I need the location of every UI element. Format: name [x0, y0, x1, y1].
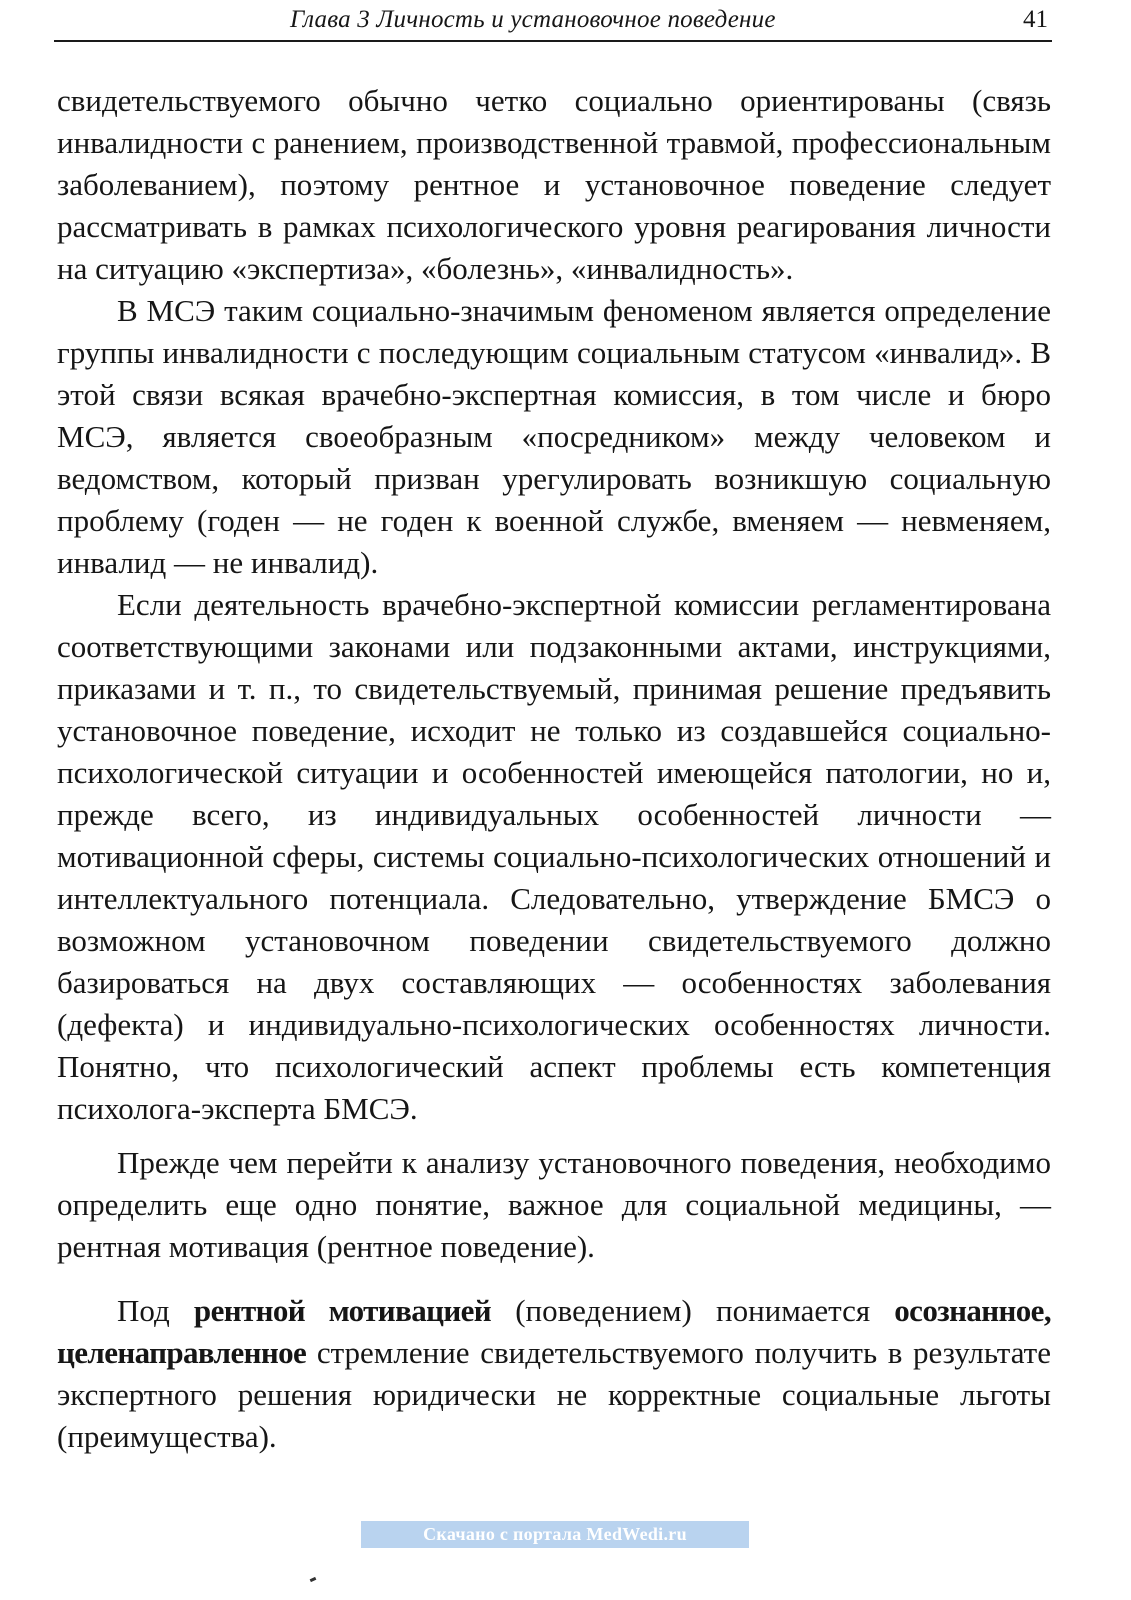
definition-paragraph [57, 1290, 1051, 1458]
scan-speck [310, 1577, 317, 1582]
paragraph-continued: свидетельствуемого обычно четко социально ориентированы (связь инвалидности с ранением, производственной травмой, профессиональным заболеванием), поэтому рентное и установочное поведение следует рассматривать в рамках психологического уровня реагирования личности на ситуацию «экспертиза», «болезнь», «инвалидность». [57, 83, 1051, 286]
definition-qualifier: осознанное, целенаправленное [57, 1293, 1051, 1370]
running-header [54, 4, 1052, 42]
paragraph-mse-phenomenon: В МСЭ таким социально-значимым феноменом является определение группы инвалидности с последующим социальным статусом «инвалид». В этой связи всякая врачебно-экспертная комиссия, в том числе и бюро МСЭ, является своеобразным «посредником» между человеком и ведомством, который призван урегулировать возникшую социальную проблему (годен — не годен к военной службе, вменяем — невменяем, инвалид — не инвалид). [57, 293, 1051, 580]
definition-middle: (поведением) понимается [491, 1293, 895, 1328]
page-number: 41 [1023, 6, 1048, 33]
definition-term: рентной мотивацией [193, 1293, 492, 1328]
paragraph-rent-motivation-intro: Прежде чем перейти к анализу установочного поведения, необходимо определить еще одно понятие, важное для социальной медицины, — рентная мотивация (рентное поведение). [57, 1145, 1051, 1264]
download-watermark: Скачано с портала MedWedi.ru [361, 1521, 749, 1548]
chapter-running-title: Глава 3 Личность и установочное поведение [290, 6, 776, 33]
paragraph-commission-activity: Если деятельность врачебно-экспертной комиссии регламентирована соответствующими законами или подзаконными актами, инструкциями, приказами и т. п., то свидетельствуемый, принимая решение предъявить установочное поведение, исходит не только из создавшейся социально-психологической ситуации и особенностей имеющейся патологии, но и, прежде всего, из индивидуальных особенностей личности — мотивационной сферы, системы социально-психологических отношений и интеллектуального потенциала. Следовательно, утверждение БМСЭ о возможном установочном поведении свидетельствуемого должно базироваться на двух составляющих — особенностях заболевания (дефекта) и индивидуально-психологических особенностях личности. Понятно, что психологический аспект проблемы есть компетенция психолога-эксперта БМСЭ. [57, 587, 1051, 1126]
main-text [57, 80, 1051, 1458]
definition-lead: Под [117, 1293, 194, 1328]
definition-tail: стремление свидетельствуемого получить в результате экспертного решения юридически не корректные социальные льготы (преимущества). [57, 1335, 1051, 1454]
